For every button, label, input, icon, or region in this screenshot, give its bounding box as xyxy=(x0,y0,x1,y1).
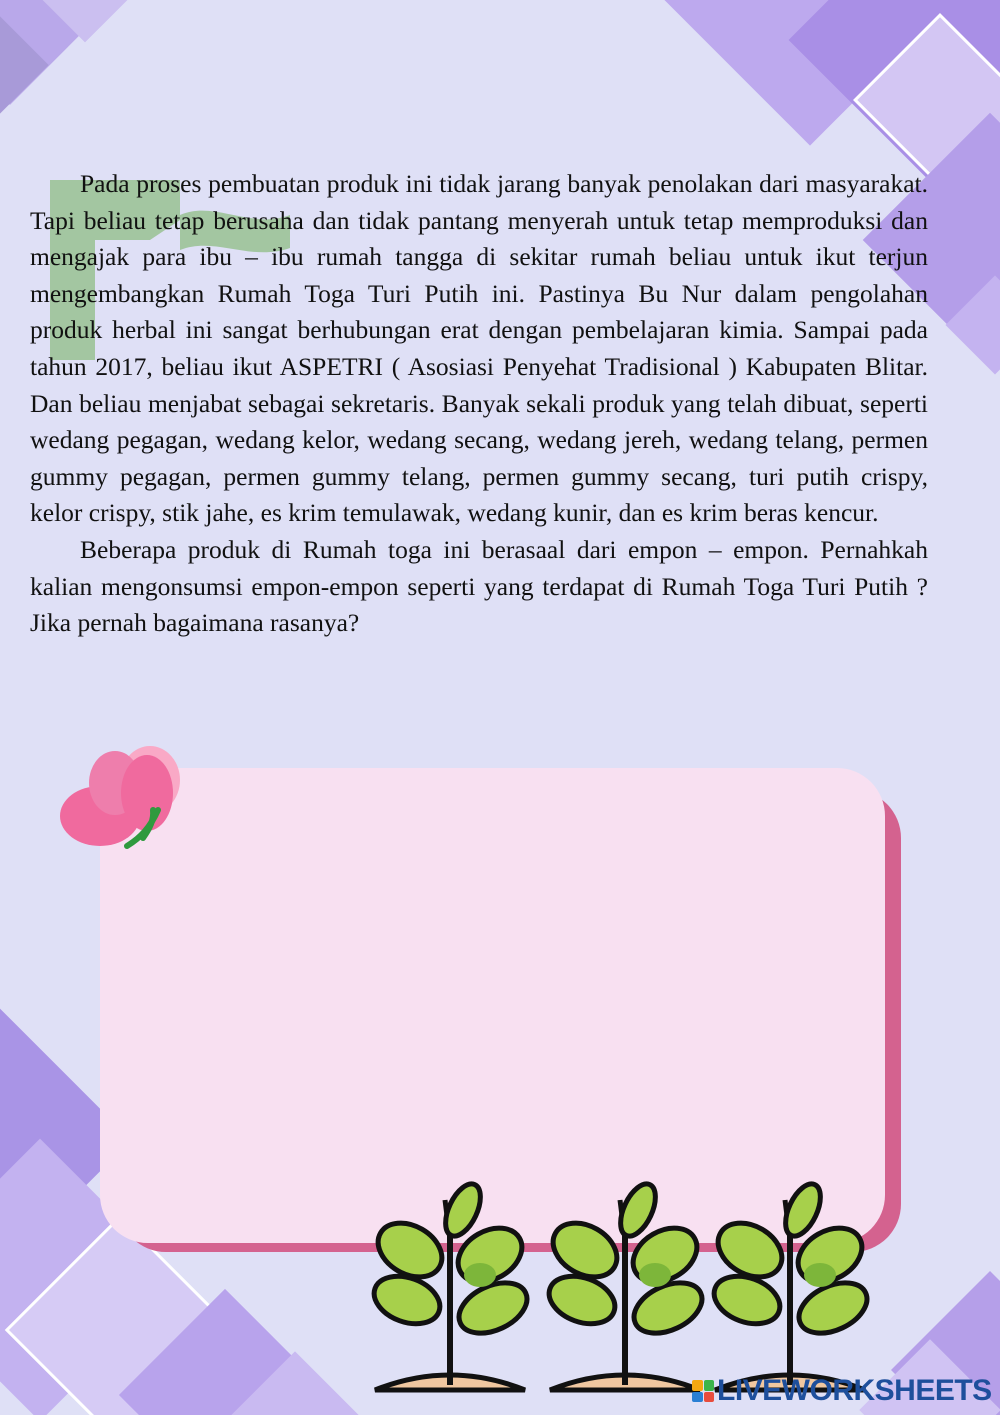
answer-text-area[interactable] xyxy=(100,768,885,1243)
reading-passage xyxy=(30,166,928,642)
liveworksheets-logo-icon xyxy=(692,1380,714,1402)
plant-sprout-icon xyxy=(365,1180,535,1405)
plant-sprout-icon xyxy=(540,1180,710,1405)
paragraph-1: Pada proses pembuatan produk ini tidak jarang banyak penolakan dari masyarakat. Tapi beliau tetap berusaha dan tidak pantang menyerah untuk tetap memproduksi dan mengajak para ibu – ibu rumah tangga di sekitar rumah beliau untuk ikut terjun mengembangkan Rumah Toga Turi Putih ini. Pastinya Bu Nur dalam pengolahan produk herbal ini sangat berhubungan erat dengan pembelajaran kimia. Sampai pada tahun 2017, beliau ikut ASPETRI ( Asosiasi Penyehat Tradisional ) Kabupaten Blitar. Dan beliau menjabat sebagai sekretaris. Banyak sekali produk yang telah dibuat, seperti wedang pegagan, wedang kelor, wedang secang, wedang jereh, wedang telang, permen gummy pegagan, permen gummy telang, permen gummy secang, turi putih crispy, kelor crispy, stik jahe, es krim temulawak, wedang kunir, dan es krim beras kencur. xyxy=(30,169,928,528)
paragraph-2: Beberapa produk di Rumah toga ini berasaal dari empon – empon. Pernahkah kalian mengonsumsi empon-empon seperti yang terdapat di Rumah Toga Turi Putih ? Jika pernah bagaimana rasanya? xyxy=(30,534,928,638)
watermark-text: LIVEWORKSHEETS xyxy=(717,1374,992,1407)
flower-icon xyxy=(55,738,195,858)
plant-sprout-icon xyxy=(705,1180,875,1405)
liveworksheets-watermark[interactable] xyxy=(692,1374,992,1408)
